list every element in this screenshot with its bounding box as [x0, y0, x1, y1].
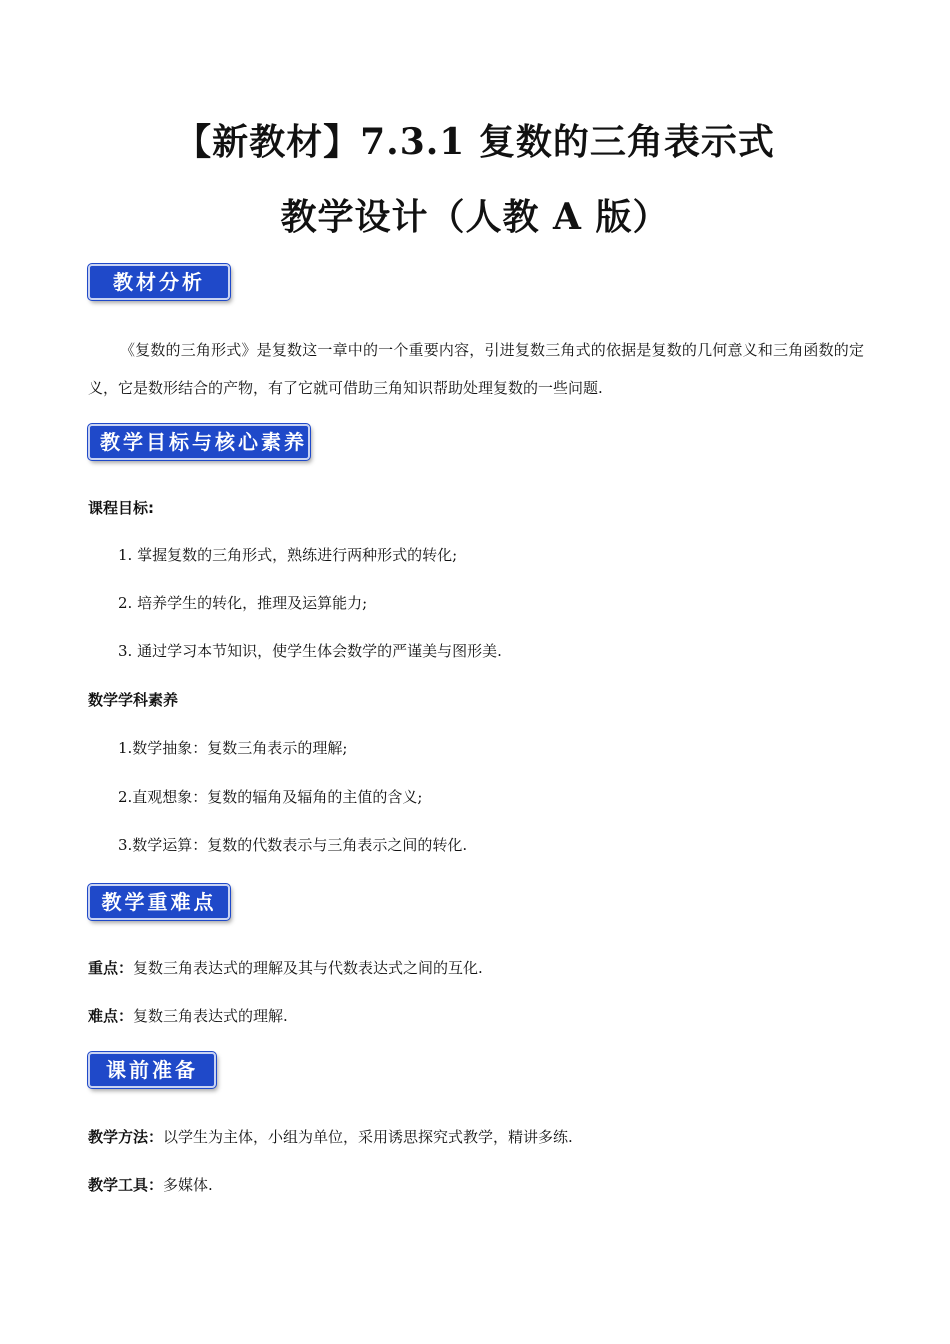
- key-point-line: [88, 957, 483, 979]
- course-goal-item-2: 2. 培养学生的转化，推理及运算能力;: [118, 594, 368, 612]
- section-badge-goals: 教学目标与核心素养: [88, 424, 310, 460]
- course-goal-item-1: 1. 掌握复数的三角形式，熟练进行两种形式的转化;: [118, 546, 458, 564]
- section-badge-preparation: 课前准备: [88, 1052, 216, 1088]
- literacy-item-2: 2.直观想象：复数的辐角及辐角的主值的含义;: [118, 788, 423, 806]
- document-title-line-1: 【新教材】7.3.1 复数的三角表示式: [175, 121, 775, 163]
- teaching-method-label: 教学方法：: [88, 1128, 164, 1146]
- literacy-item-1: 1.数学抽象：复数三角表示的理解;: [118, 739, 348, 757]
- teaching-tools-line: [88, 1174, 213, 1196]
- difficult-point-label: 难点：: [88, 1007, 134, 1025]
- key-point-label: 重点：: [88, 959, 134, 977]
- key-point-text: 复数三角表达式的理解及其与代数表达式之间的互化.: [133, 959, 483, 977]
- teaching-tools-text: 多媒体.: [163, 1176, 213, 1194]
- course-goal-item-3: 3. 通过学习本节知识，使学生体会数学的严谨美与图形美.: [118, 642, 502, 660]
- literacy-heading: 数学学科素养: [88, 691, 179, 709]
- teaching-method-line: [88, 1126, 573, 1148]
- teaching-method-text: 以学生为主体，小组为单位，采用诱思探究式教学，精讲多练.: [163, 1128, 573, 1146]
- teaching-tools-label: 教学工具：: [88, 1176, 164, 1194]
- analysis-paragraph: 《复数的三角形式》是复数这一章中的一个重要内容，引进复数三角式的依据是复数的几何意义和三角函数的定义，它是数形结合的产物，有了它就可借助三角知识帮助处理复数的一些问题.: [88, 341, 864, 397]
- literacy-item-3: 3.数学运算：复数的代数表示与三角表示之间的转化.: [118, 836, 468, 854]
- section-badge-key-points: 教学重难点: [88, 884, 230, 920]
- document-title-line-2: 教学设计（人教 A 版）: [280, 196, 670, 238]
- course-goals-heading: 课程目标:: [88, 499, 154, 517]
- difficult-point-line: [88, 1005, 288, 1027]
- section-badge-analysis: 教材分析: [88, 264, 230, 300]
- difficult-point-text: 复数三角表达式的理解.: [133, 1007, 288, 1025]
